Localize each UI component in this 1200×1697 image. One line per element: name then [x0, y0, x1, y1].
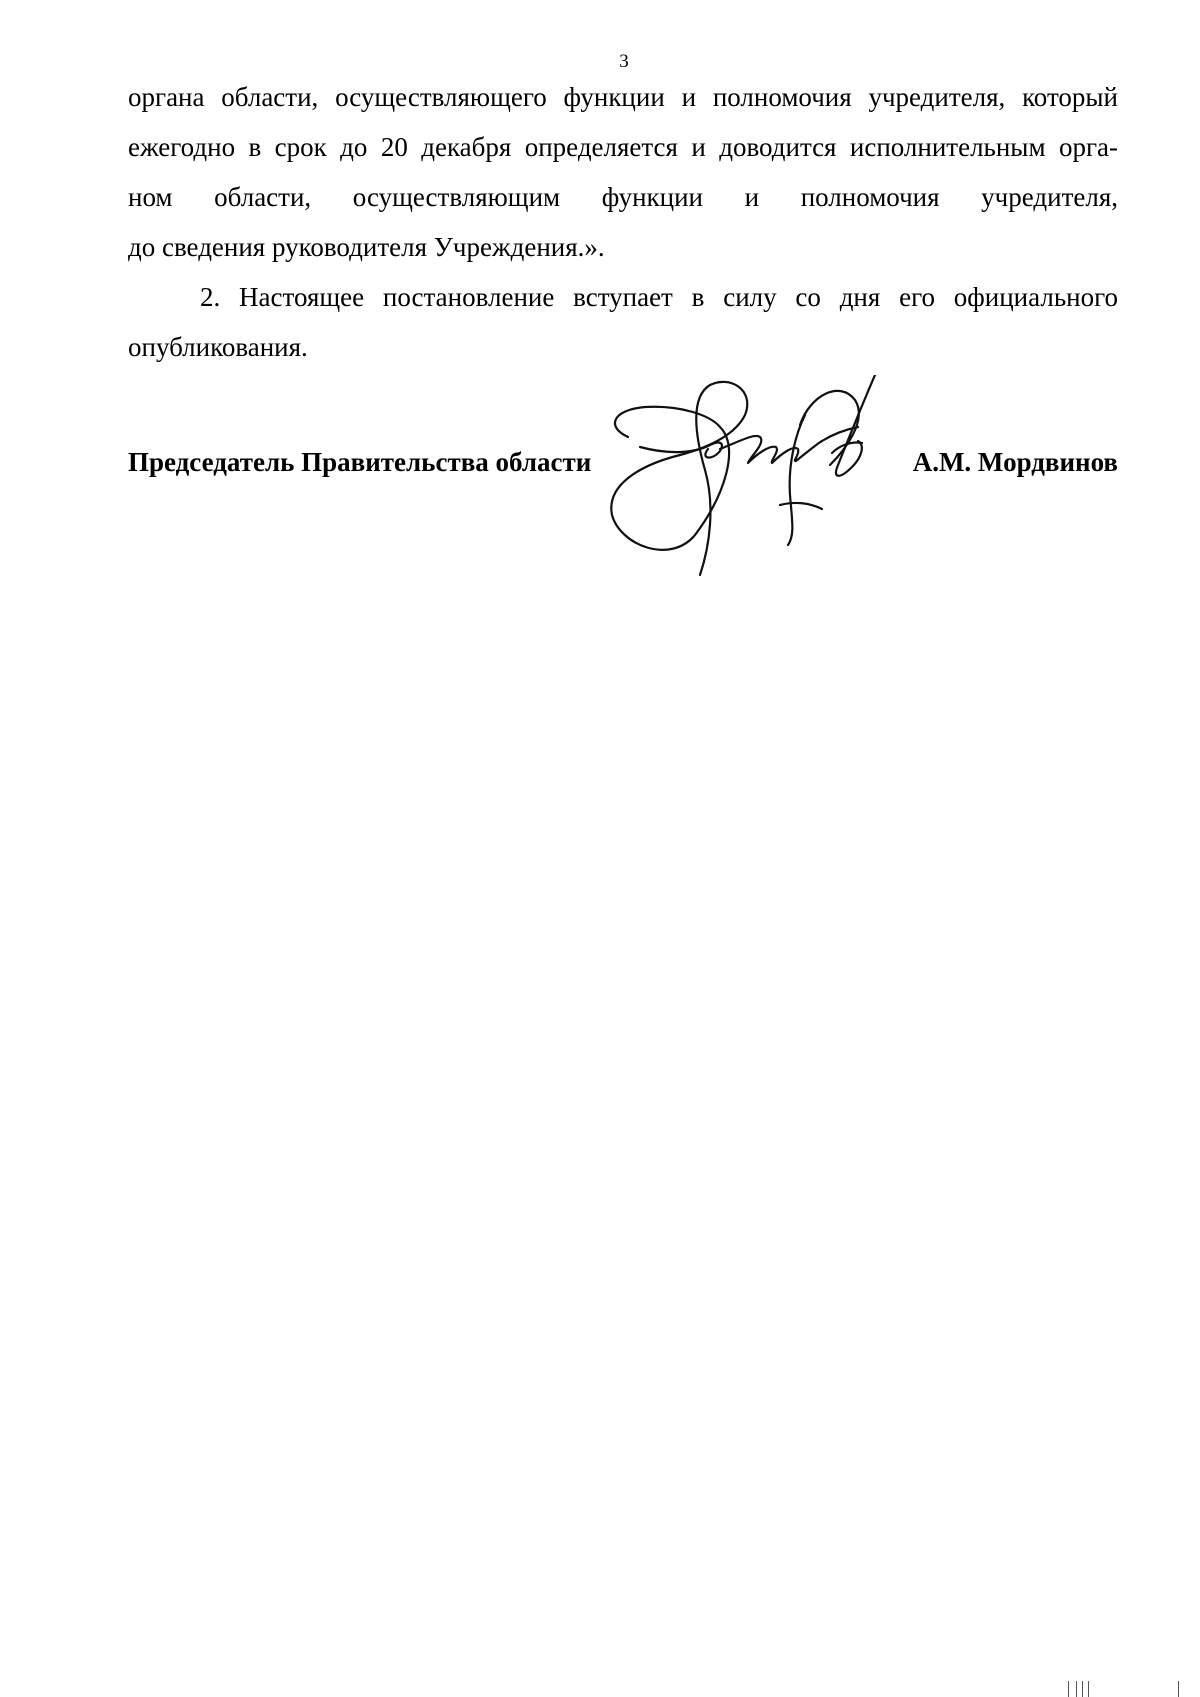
scan-margin-marks — [1068, 1672, 1188, 1697]
text-line: органа области, осуществляющего функции и полномочия учредителя, который — [128, 82, 1118, 112]
paragraph-item-2 — [128, 272, 1118, 372]
signatory-position: Председатель Правительства области — [128, 447, 592, 477]
text-line: ежегодно в срок до 20 декабря определяется и доводится исполнительным орга- — [128, 132, 1118, 162]
text-line: опубликования. — [128, 332, 308, 362]
signatory-name: А.М. Мордвинов — [912, 447, 1118, 477]
text-line: ном области, осуществляющим функции и полномочия учредителя, — [128, 182, 1118, 212]
text-line: 2. Настоящее постановление вступает в силу со дня его официального — [200, 282, 1118, 312]
text-line: до сведения руководителя Учреждения.». — [128, 232, 605, 262]
document-body — [128, 72, 1118, 372]
paragraph-continuation — [128, 72, 1118, 272]
handwritten-signature — [600, 375, 970, 585]
page-number: 3 — [619, 51, 629, 72]
